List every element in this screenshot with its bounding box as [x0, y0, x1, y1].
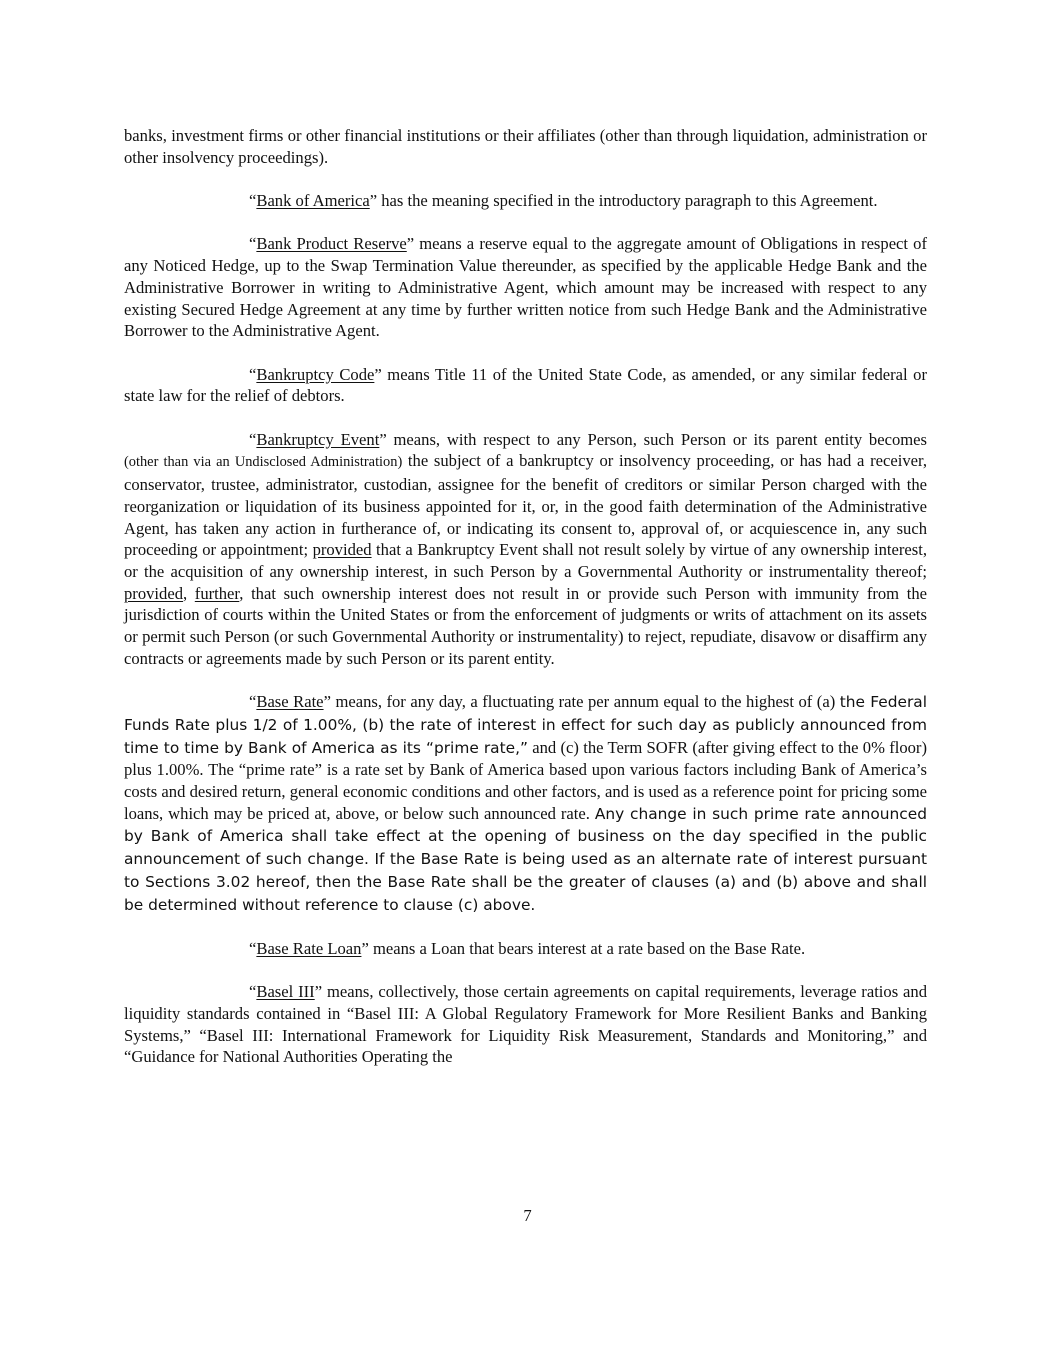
open-quote: “	[249, 982, 257, 1002]
definition-text-small: (other than via an Undisclosed Administration)	[124, 454, 403, 471]
definition-text: ,	[183, 583, 195, 603]
document-body	[124, 125, 927, 1090]
definition-text: and (c) the Term SOFR (after giving effect to the 0% floor) plus 1.00%. The “prime rate” is a rate set by Bank of America based upon various factors including Bank of America’s costs and desired return, general economic conditions and other factors, and is used as a reference point for pricing some loans, which may be priced at, above, or below such announced rate.	[124, 737, 927, 823]
definition-text: that a Bankruptcy Event shall not result solely by virtue of any ownership interest, or the acquisition of any ownership interest, in such Person by a Governmental Authority or instrumentality thereof;	[124, 540, 927, 581]
open-quote: “	[249, 234, 257, 254]
definition-base-rate	[124, 691, 927, 916]
open-quote: “	[249, 364, 257, 384]
definition-text-sans: Any change in such prime rate announced by Bank of America shall take effect at the opening of business on the day specified in the public announcement of such change. If the Base Rate is being used as an alternate rate of interest pursuant to Sections 3.02 hereof, then the Base Rate shall be the greater of clauses (a) and (b) above and shall be determined without reference to clause (c) above.	[124, 804, 927, 914]
definition-base-rate-loan	[124, 938, 927, 960]
definition-text: ” means, collectively, those certain agreements on capital requirements, leverage ratios and liquidity standards contained in “Basel III: A Global Regulatory Framework for More Resilient Banks and Banking Systems,” “Basel III: International Framework for Liquidity Risk Measurement, Standards and Monitoring,” and “Guidance for National Authorities Operating the	[124, 982, 928, 1067]
definition-text: , that such ownership interest does not result in or provide such Person with immunity from the jurisdiction of courts within the United States or from the enforcement of judgments or writs of attachment on its assets or permit such Person (or such Governmental Authority or instrumentality) to reject, repudiate, disavow or disaffirm any contracts or agreements made by such Person or its parent entity.	[124, 583, 927, 668]
definition-text: ” means a reserve equal to the aggregate amount of Obligations in respect of any Noticed Hedge, up to the Swap Termination Value thereunder, as specified by the applicable Hedge Bank and the Administrative Borrower in writing to Administrative Agent, which amount may be increased with respect to any existing Secured Hedge Agreement at any time by further written notice from such Hedge Bank and the Administrative Borrower to the Administrative Agent.	[124, 234, 927, 341]
defined-term: Base Rate	[256, 692, 324, 712]
definition-bank-product-reserve	[124, 233, 927, 342]
defined-term: Basel III	[256, 982, 315, 1002]
definition-bankruptcy-event	[124, 429, 927, 670]
definition-bankruptcy-code	[124, 364, 927, 407]
defined-term: Bankruptcy Event	[256, 429, 380, 449]
definition-text: ” means Title 11 of the United State Code, as amended, or any similar federal or state law for the relief of debtors.	[124, 364, 927, 406]
open-quote: “	[249, 191, 257, 211]
open-quote: “	[249, 429, 257, 449]
provided-term: provided	[312, 540, 372, 560]
defined-term: Bankruptcy Code	[256, 364, 375, 384]
defined-term: Base Rate Loan	[256, 938, 362, 958]
provided-term: provided	[124, 583, 183, 603]
paragraph-continuation: banks, investment firms or other financial institutions or their affiliates (other than through liquidation, administration or other insolvency proceedings).	[124, 126, 927, 167]
page-number: 7	[523, 1206, 532, 1225]
defined-term: Bank Product Reserve	[256, 234, 407, 254]
definition-basel-iii	[124, 981, 927, 1068]
definition-text: ” means, for any day, a fluctuating rate per annum equal to the highest of (a)	[323, 692, 840, 712]
defined-term: Bank of America	[256, 191, 370, 211]
definition-bank-of-america	[124, 190, 927, 212]
further-term: further	[194, 583, 240, 603]
open-quote: “	[249, 692, 257, 712]
definition-text: ” means a Loan that bears interest at a rate based on the Base Rate.	[361, 938, 806, 958]
definition-text: ” means, with respect to any Person, such Person or its parent entity becomes	[379, 429, 927, 449]
definition-text-sans: the Federal Funds Rate plus 1/2 of 1.00%, (b) the rate of interest in effect for such day as publicly announced from time to time by Bank of America as its “prime rate,”	[124, 693, 927, 757]
open-quote: “	[249, 938, 257, 958]
definition-text: the subject of a bankruptcy or insolvency proceeding, or has had a receiver, conservator, trustee, administrator, custodian, assignee for the benefit of creditors or similar Person charged with the reorganization or liquidation of its business appointed for it, or, in the good faith determination of the Administrative Agent, has taken any action in furtherance of, or indicating its consent to, approval of, or acquiescence in, any such proceeding or appointment;	[124, 451, 927, 560]
definition-text: ” has the meaning specified in the introductory paragraph to this Agreement.	[369, 191, 878, 211]
